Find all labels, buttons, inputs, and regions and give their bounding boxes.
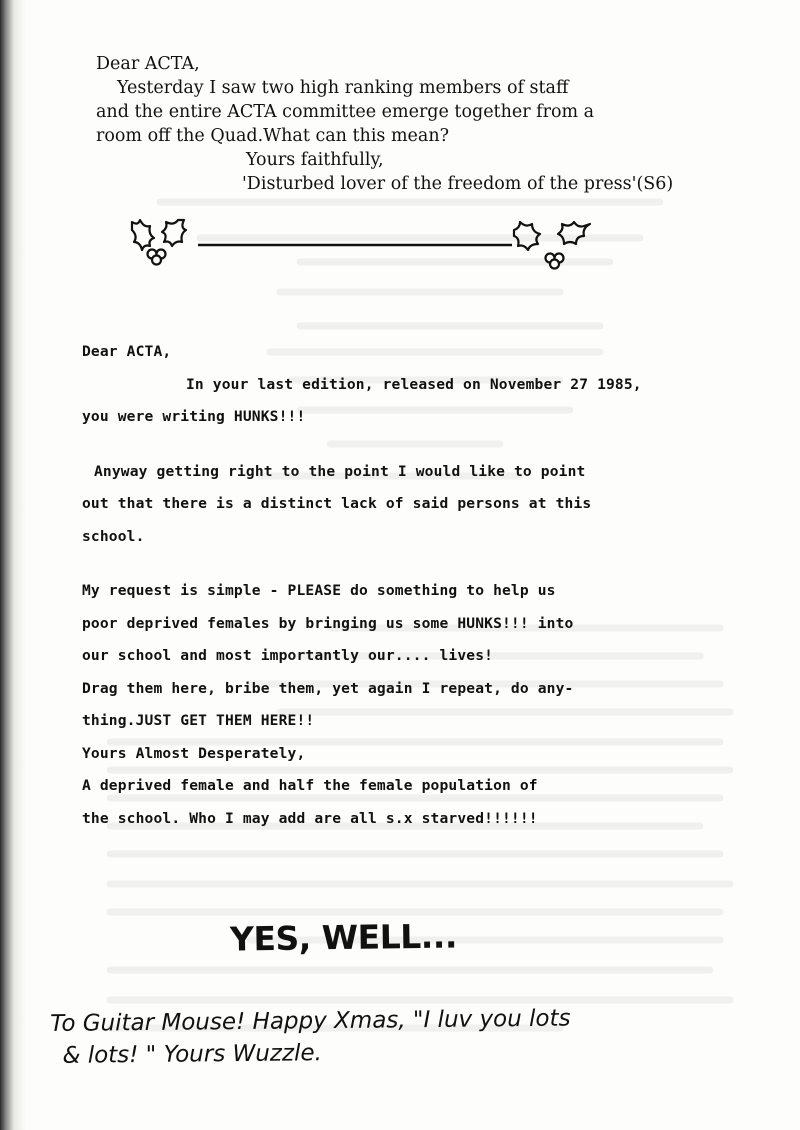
letter-one	[96, 52, 736, 196]
letter-two-signature-line: A deprived female and half the female population of	[82, 777, 538, 794]
holly-divider	[128, 216, 598, 276]
letter-two-text-line: Anyway getting right to the point I would like to point	[94, 462, 586, 480]
letter-two-text-line: Drag them here, bribe them, yet again I repeat, do any-	[82, 679, 574, 697]
letter-two-salutation: Dear ACTA,	[82, 343, 172, 360]
letter-two	[82, 336, 762, 835]
letter-two-text-line: My request is simple - PLEASE do something to help us	[82, 582, 556, 599]
letter-two-text-line: out that there is a distinct lack of said persons at this	[82, 495, 592, 512]
holly-divider-graphic	[128, 216, 598, 276]
dedication-line: To Guitar Mouse! Happy Xmas, "I luv you lots	[50, 1005, 571, 1037]
letter-two-text-line: thing.JUST GET THEM HERE!!	[82, 712, 315, 729]
letter-two-text-line: poor deprived females by bringing us some HUNKS!!! into	[82, 614, 574, 632]
handwritten-dedication	[50, 1003, 571, 1072]
letter-one-body-line: room off the Quad.What can this mean?	[96, 126, 449, 146]
handwritten-reply: YES, WELL...	[229, 916, 458, 959]
letter-two-text-line: our school and most importantly our.... lives!	[82, 647, 494, 664]
paragraph-gap	[82, 434, 762, 456]
letter-one-body-line: Yesterday I saw two high ranking members of staff	[117, 78, 569, 98]
letter-two-text-line: school.	[82, 527, 145, 545]
paragraph-gap	[82, 553, 762, 575]
letter-two-signature-line: the school. Who I may add are all s.x starved!!!!!!	[82, 809, 538, 827]
letter-two-closing: Yours Almost Desperately,	[82, 744, 306, 762]
letter-one-salutation: Dear ACTA,	[96, 54, 200, 74]
letter-one-body-line: and the entire ACTA committee emerge together from a	[96, 102, 595, 122]
letter-one-closing: Yours faithfully,	[246, 150, 384, 170]
letter-two-text-line: you were writing HUNKS!!!	[82, 408, 306, 425]
letter-two-text-line: In your last edition, released on November 27 1985,	[186, 375, 642, 393]
holly-right-icon	[514, 222, 590, 269]
letter-one-signature: 'Disturbed lover of the freedom of the press'(S6)	[242, 174, 674, 194]
holly-left-icon	[132, 220, 186, 265]
dedication-line: & lots! " Yours Wuzzle.	[62, 1040, 322, 1069]
